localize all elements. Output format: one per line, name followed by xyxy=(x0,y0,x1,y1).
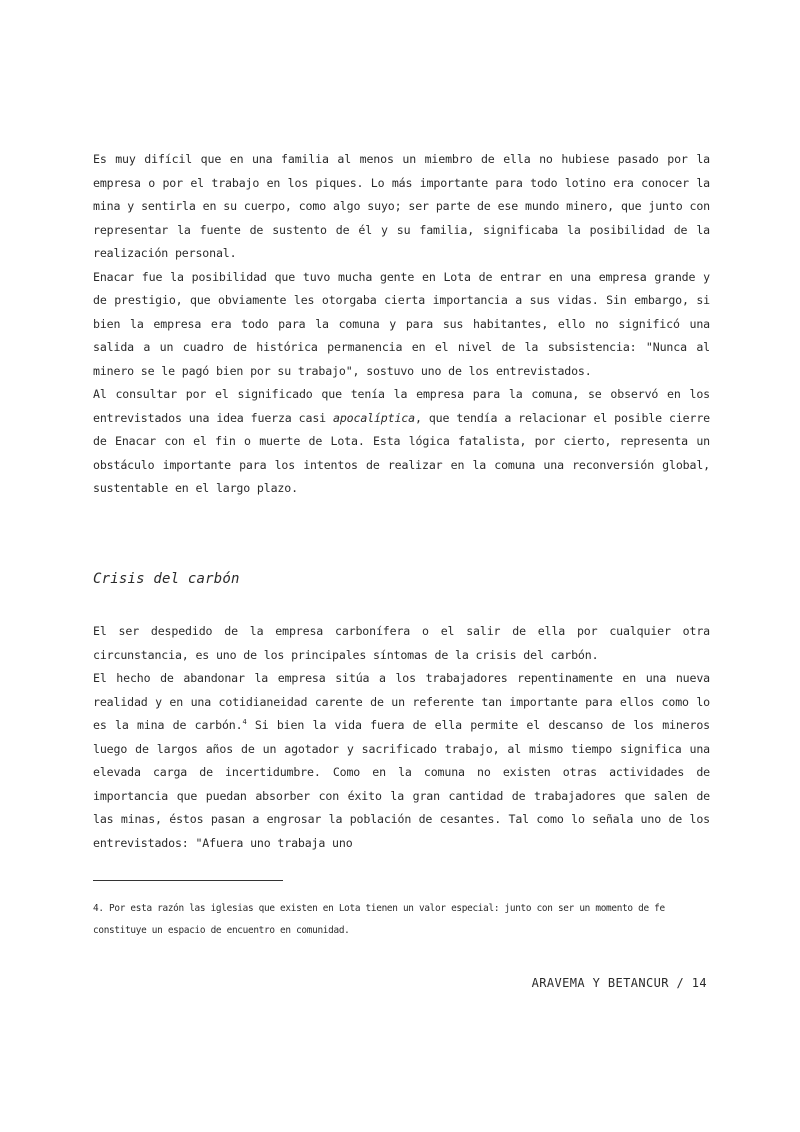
page-footer: ARAVEMA Y BETANCUR / 14 xyxy=(531,976,707,990)
paragraph: Enacar fue la posibilidad que tuvo mucha gente en Lota de entrar en una empresa grande y de prestigio, que obviamente les otorgaba cierta importancia a sus vidas. Sin embargo, si bien la empresa era todo para la comuna y para sus habitantes, ello no significó una salida a un cuadro de histórica permanencia en el nivel de la subsistencia: "Nunca al minero se le pagó bien por su trabajo", sostuvo uno de los entrevistados. xyxy=(93,269,710,378)
paragraph xyxy=(93,383,710,501)
paragraph: Es muy difícil que en una familia al menos un miembro de ella no hubiese pasado por la empresa o por el trabajo en los piques. Lo más importante para todo lotino era conocer la mina y sentirla en su cuerpo, como algo suyo; ser parte de ese mundo minero, que junto con representar la fuente de sustento de él y su familia, significaba la posibilidad de la realización personal. xyxy=(93,152,710,260)
section-intro xyxy=(93,148,710,501)
paragraph-text: El hecho de abandonar la empresa sitúa a los trabajadores repentinamente en una nueva realidad y en una cotidianeidad carente de un referente tan importante para ellos como lo es la mina de carbón. xyxy=(93,671,710,732)
footnote-divider xyxy=(93,880,283,881)
section-crisis xyxy=(93,620,710,855)
paragraph: El ser despedido de la empresa carbonífera o el salir de ella por cualquier otra circunstancia, es uno de los principales síntomas de la crisis del carbón. xyxy=(93,624,710,662)
footnote: 4. Por esta razón las iglesias que existen en Lota tienen un valor especial: junto con ser un momento de fe constituye un espacio de encuentro en comunidad. xyxy=(93,903,665,936)
section-heading: Crisis del carbón xyxy=(93,571,240,587)
emphasis-text: apocalíptica xyxy=(333,410,415,425)
paragraph-text: , que tendía a relacionar el posible cierre de Enacar con el fin o muerte de Lota. Esta lógica fatalista, por cierto, representa un obstáculo importante para los intentos de realizar en la comuna una reconversión global, sustentable en el largo plazo. xyxy=(93,410,710,495)
footnote-reference[interactable]: 4 xyxy=(242,718,247,727)
paragraph-text: Si bien la vida fuera de ella permite el descanso de los mineros luego de largos años de un agotador y sacrificado trabajo, al mismo tiempo significa una elevada carga de incertidumbre. Como en la comuna no existen otras actividades de importancia que puedan absorber con éxito la gran cantidad de trabajadores que salen de las minas, éstos pasan a engrosar la población de cesantes. Tal como lo señala uno de los entrevistados: "Afuera uno trabaja uno xyxy=(93,718,711,850)
paragraph-text: Al consultar por el significado que tenía la empresa para la comuna, se observó en los entrevistados una idea fuerza casi xyxy=(93,387,710,425)
paragraph xyxy=(93,667,710,855)
